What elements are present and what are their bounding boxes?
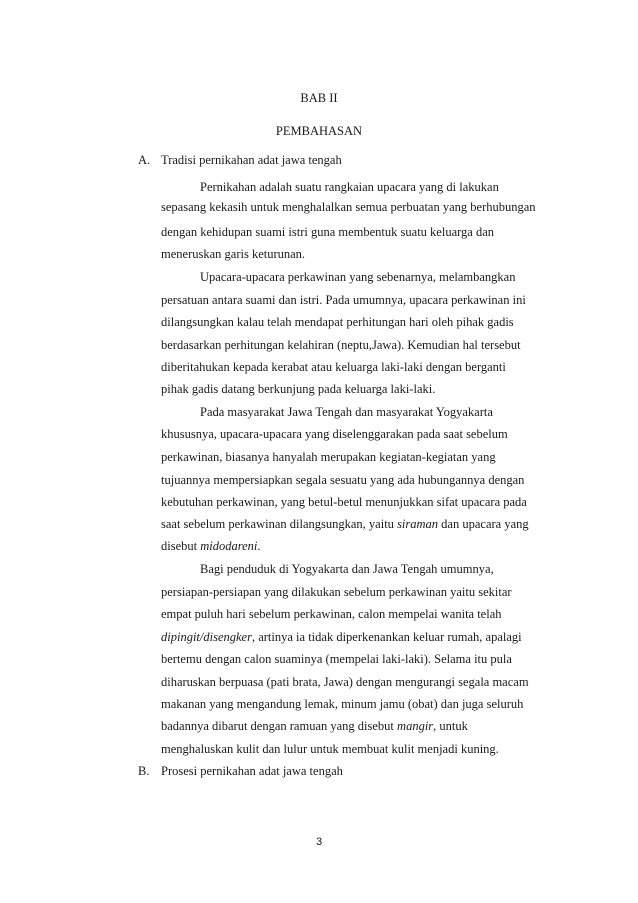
text-segment: , untuk xyxy=(433,719,468,733)
paragraph-line: Upacara-upacara perkawinan yang sebenarnya, melambangkan xyxy=(200,270,516,284)
paragraph-line: sepasang kekasih untuk menghalalkan semua perbuatan yang berhubungan xyxy=(161,200,536,214)
text-segment: , artinya ia tidak diperkenankan keluar rumah, apalagi xyxy=(251,630,522,644)
paragraph-line: bertemu dengan calon suaminya (mempelai laki-laki). Selama itu pula xyxy=(161,652,512,666)
paragraph-line: diberitahukan kepada kerabat atau keluarga laki-laki dengan berganti xyxy=(161,360,506,374)
paragraph-line: persatuan antara suami dan istri. Pada umumnya, upacara perkawinan ini xyxy=(161,293,526,307)
italic-term-midodareni: midodareni xyxy=(200,539,258,553)
paragraph-line: dengan kehidupan suami istri guna membentuk suatu keluarga dan xyxy=(161,225,495,239)
text-segment: . xyxy=(257,539,261,553)
section-b-heading: Prosesi pernikahan adat jawa tengah xyxy=(161,764,343,778)
paragraph-line-dipingit xyxy=(161,629,522,645)
paragraph-line-siraman xyxy=(161,516,529,532)
page-number: 3 xyxy=(315,836,323,848)
chapter-title: PEMBAHASAN xyxy=(275,124,363,138)
paragraph-line: dilangsungkan kalau telah mendapat perhitungan hari oleh pihak gadis xyxy=(161,315,514,329)
paragraph-line: pihak gadis datang berkunjung pada keluarga laki-laki. xyxy=(161,382,436,396)
paragraph-line-mangir xyxy=(161,718,468,734)
paragraph-line: Pada masyarakat Jawa Tengah dan masyarakat Yogyakarta xyxy=(200,405,493,419)
text-segment: badannya dibarut dengan ramuan yang disebut xyxy=(161,719,398,733)
paragraph-line: menghaluskan kulit dan lulur untuk membuat kulit menjadi kuning. xyxy=(161,742,499,756)
paragraph-line: makanan yang mengandung lemak, minum jamu (obat) dan juga seluruh xyxy=(161,697,524,711)
italic-term-siraman: siraman xyxy=(397,517,439,531)
paragraph-line: kebutuhan perkawinan, yang betul-betul menunjukkan sifat upacara pada xyxy=(161,495,527,509)
paragraph-line: empat puluh hari sebelum perkawinan, calon mempelai wanita telah xyxy=(161,607,502,621)
section-b-marker: B. xyxy=(138,764,150,778)
paragraph-line: khususnya, upacara-upacara yang diselenggarakan pada saat sebelum xyxy=(161,427,508,441)
paragraph-line: perkawinan, biasanya hanyalah merupakan kegiatan-kegiatan yang xyxy=(161,450,496,464)
text-segment: saat sebelum perkawinan dilangsungkan, yaitu xyxy=(161,517,398,531)
paragraph-line: Bagi penduduk di Yogyakarta dan Jawa Tengah umumnya, xyxy=(200,562,494,576)
italic-term-dipingit: dipingit/disengker xyxy=(161,630,252,644)
text-segment: disebut xyxy=(161,539,201,553)
paragraph-line: diharuskan berpuasa (pati brata, Jawa) dengan mengurangi segala macam xyxy=(161,675,529,689)
section-a-heading: Tradisi pernikahan adat jawa tengah xyxy=(161,153,342,167)
paragraph-line: persiapan-persiapan yang dilakukan sebelum perkawinan yaitu sekitar xyxy=(161,585,512,599)
paragraph-line: meneruskan garis keturunan. xyxy=(161,247,306,261)
paragraph-line: berdasarkan perhitungan kelahiran (neptu,Jawa). Kemudian hal tersebut xyxy=(161,338,521,352)
chapter-label: BAB II xyxy=(300,91,338,105)
paragraph-line: Pernikahan adalah suatu rangkaian upacara yang di lakukan xyxy=(200,180,499,194)
section-a-marker: A. xyxy=(138,153,151,167)
text-segment: dan upacara yang xyxy=(438,517,529,531)
italic-term-mangir: mangir xyxy=(397,719,434,733)
paragraph-line-midodareni xyxy=(161,538,261,554)
paragraph-line: tujuannya mempersiapkan segala sesuatu yang ada hubungannya dengan xyxy=(161,473,525,487)
